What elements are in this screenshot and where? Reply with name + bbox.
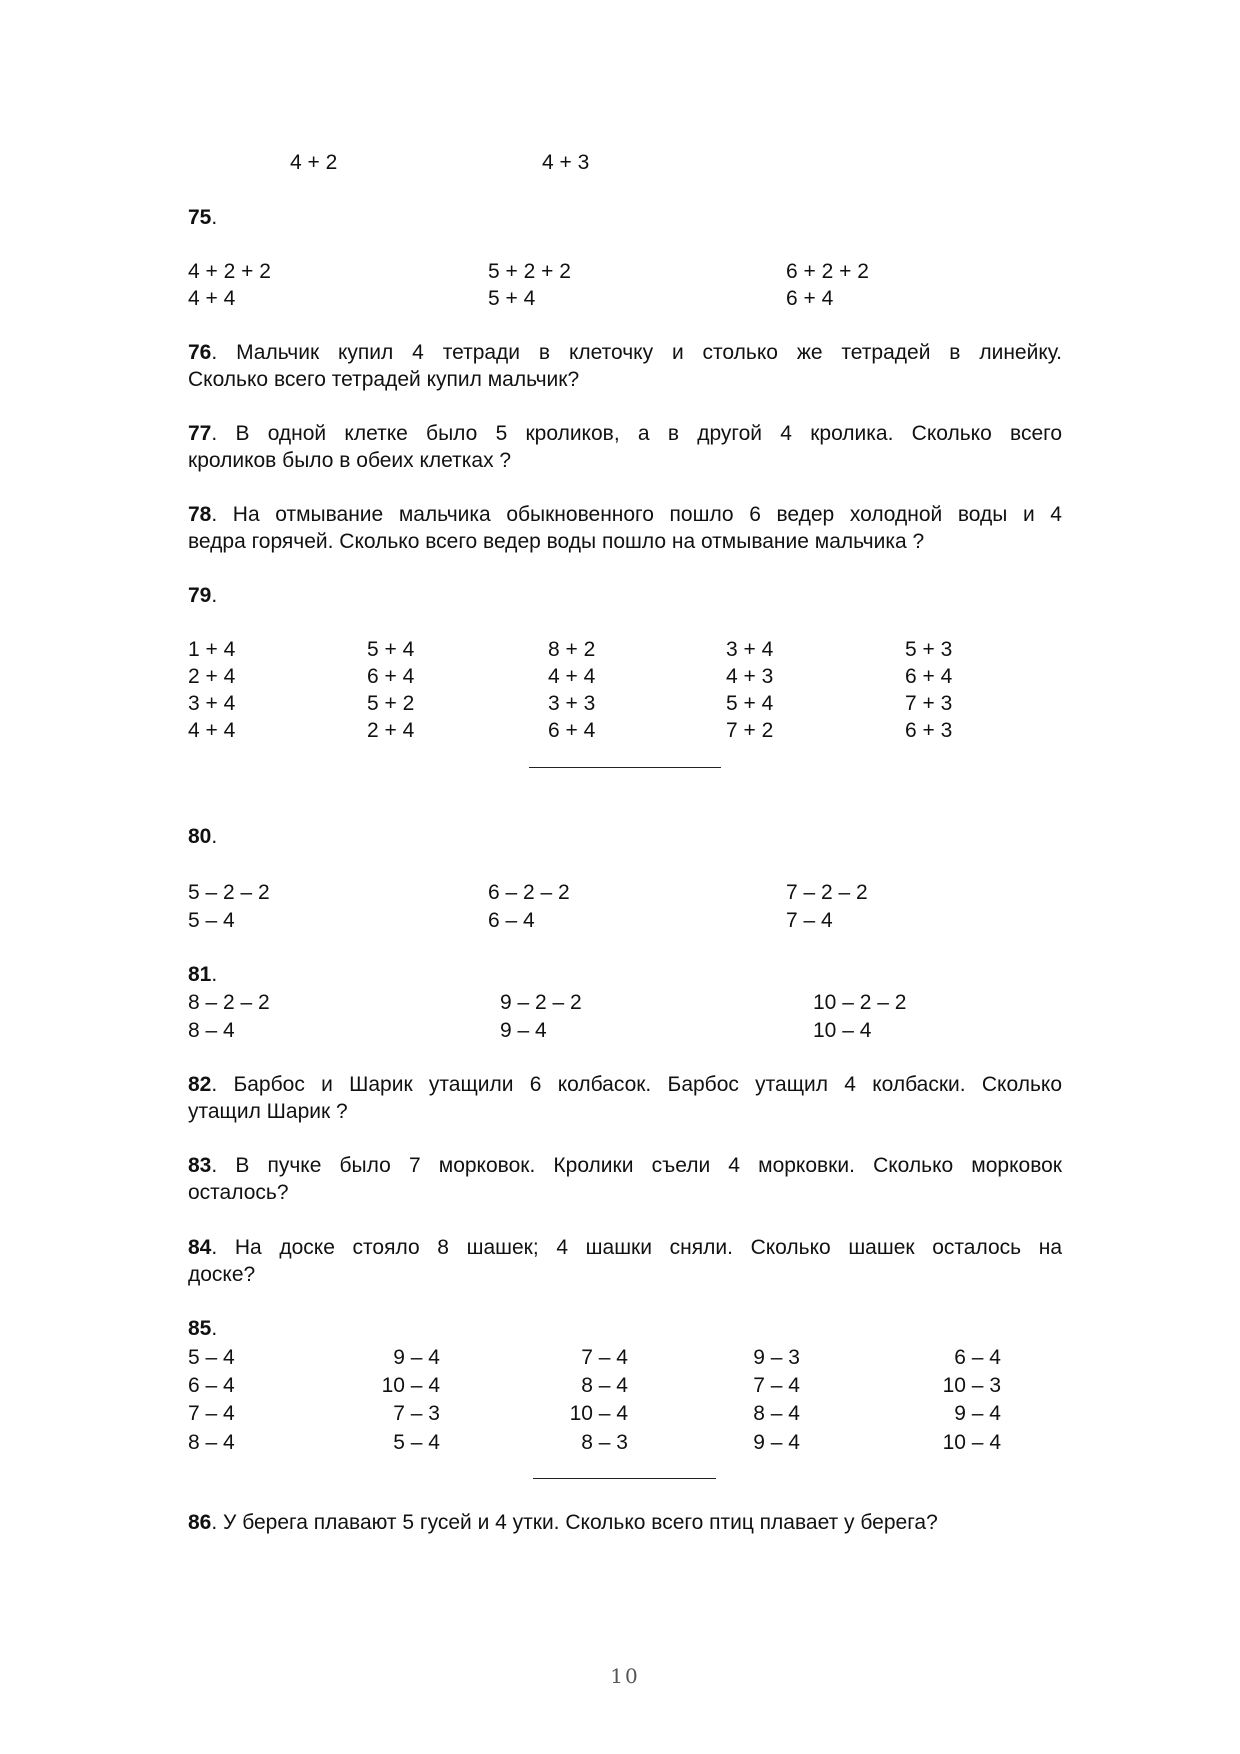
- expression: 5 – 4: [188, 909, 235, 932]
- problem-75-heading: 75.: [188, 206, 218, 229]
- problem-86: 86. У берега плавают 5 гусей и 4 утки. Сколько всего птиц плавает у берега?: [188, 1511, 938, 1534]
- problem-85-heading: 85.: [188, 1317, 218, 1340]
- expression: 9 – 4: [753, 1431, 800, 1454]
- problem-76: 76. Мальчик купил 4 тетради в клеточку и столько же тетрадей в линейку.: [188, 341, 1062, 364]
- problem-78: 78. На отмывание мальчика обыкновенного пошло 6 ведер холодной воды и 4: [188, 503, 1062, 526]
- problem-77: 77. В одной клетке было 5 кроликов, а в другой 4 кролика. Сколько всего: [188, 422, 1062, 445]
- expression: 6 + 4: [786, 287, 834, 310]
- expression: 6 + 4: [905, 665, 953, 688]
- expression: 6 + 4: [548, 719, 596, 742]
- expression: 5 + 2 + 2: [488, 260, 571, 283]
- expression: 2 + 4: [188, 665, 236, 688]
- expression: 7 – 4: [581, 1346, 628, 1369]
- expression: 4 + 3: [726, 665, 774, 688]
- expression: 4 + 3: [542, 151, 590, 174]
- expression: 10 – 2 – 2: [813, 991, 907, 1014]
- expression: 10 – 4: [813, 1019, 872, 1042]
- expression: 3 + 3: [548, 692, 596, 715]
- expression: 6 – 2 – 2: [488, 881, 570, 904]
- expression: 7 – 4: [753, 1374, 800, 1397]
- expression: 7 + 2: [726, 719, 774, 742]
- expression: 5 + 3: [905, 638, 953, 661]
- expression: 9 – 2 – 2: [500, 991, 582, 1014]
- expression: 6 + 2 + 2: [786, 260, 869, 283]
- problem-81-heading: 81.: [188, 963, 218, 986]
- expression: 7 – 2 – 2: [786, 881, 868, 904]
- expression: 10 – 4: [942, 1431, 1001, 1454]
- problem-80-heading: 80.: [188, 825, 218, 848]
- problem-82: 82. Барбос и Шарик утащили 6 колбасок. Барбос утащил 4 колбаски. Сколько: [188, 1073, 1062, 1096]
- expression: 6 – 4: [188, 1374, 235, 1397]
- problem-83-line2: осталось?: [188, 1181, 289, 1204]
- expression: 5 + 2: [367, 692, 415, 715]
- expression: 2 + 4: [367, 719, 415, 742]
- expression: 8 – 3: [581, 1431, 628, 1454]
- expression: 7 – 4: [188, 1402, 235, 1425]
- expression: 7 – 4: [786, 909, 833, 932]
- expression: 9 – 3: [753, 1346, 800, 1369]
- expression: 5 + 4: [726, 692, 774, 715]
- expression: 8 – 4: [188, 1431, 235, 1454]
- expression: 5 + 4: [488, 287, 536, 310]
- problem-82-line2: утащил Шарик ?: [188, 1100, 348, 1123]
- expression: 10 – 4: [381, 1374, 440, 1397]
- problem-84-line2: доске?: [188, 1263, 256, 1286]
- expression: 6 + 4: [367, 665, 415, 688]
- expression: 4 + 2 + 2: [188, 260, 271, 283]
- problem-83: 83. В пучке было 7 морковок. Кролики съели 4 морковки. Сколько морковок: [188, 1154, 1062, 1177]
- expression: 6 + 3: [905, 719, 953, 742]
- expression: 4 + 4: [548, 665, 596, 688]
- expression: 8 – 2 – 2: [188, 991, 270, 1014]
- expression: 6 – 4: [954, 1346, 1001, 1369]
- expression: 1 + 4: [188, 638, 236, 661]
- expression: 10 – 4: [569, 1402, 628, 1425]
- expression: 8 – 4: [188, 1019, 235, 1042]
- expression: 5 – 2 – 2: [188, 881, 270, 904]
- expression: 5 – 4: [188, 1346, 235, 1369]
- expression: 6 – 4: [488, 909, 535, 932]
- expression: 8 + 2: [548, 638, 596, 661]
- problem-77-line2: кроликов было в обеих клетках ?: [188, 449, 512, 472]
- expression: 3 + 4: [188, 692, 236, 715]
- expression: 8 – 4: [581, 1374, 628, 1397]
- problem-79-heading: 79.: [188, 584, 218, 607]
- expression: 4 + 2: [290, 151, 338, 174]
- expression: 5 – 4: [393, 1431, 440, 1454]
- expression: 4 + 4: [188, 287, 236, 310]
- expression: 8 – 4: [753, 1402, 800, 1425]
- page-number: 10: [610, 1664, 640, 1688]
- problem-78-line2: ведра горячей. Сколько всего ведер воды пошло на отмывание мальчика ?: [188, 530, 925, 553]
- expression: 9 – 4: [393, 1346, 440, 1369]
- expression: 10 – 3: [942, 1374, 1001, 1397]
- separator-line: [529, 767, 721, 768]
- problem-84: 84. На доске стояло 8 шашек; 4 шашки сняли. Сколько шашек осталось на: [188, 1236, 1062, 1259]
- expression: 5 + 4: [367, 638, 415, 661]
- expression: 4 + 4: [188, 719, 236, 742]
- separator-line: [533, 1478, 716, 1479]
- problem-76-line2: Сколько всего тетрадей купил мальчик?: [188, 368, 580, 391]
- expression: 7 + 3: [905, 692, 953, 715]
- expression: 9 – 4: [500, 1019, 547, 1042]
- expression: 7 – 3: [393, 1402, 440, 1425]
- expression: 9 – 4: [954, 1402, 1001, 1425]
- expression: 3 + 4: [726, 638, 774, 661]
